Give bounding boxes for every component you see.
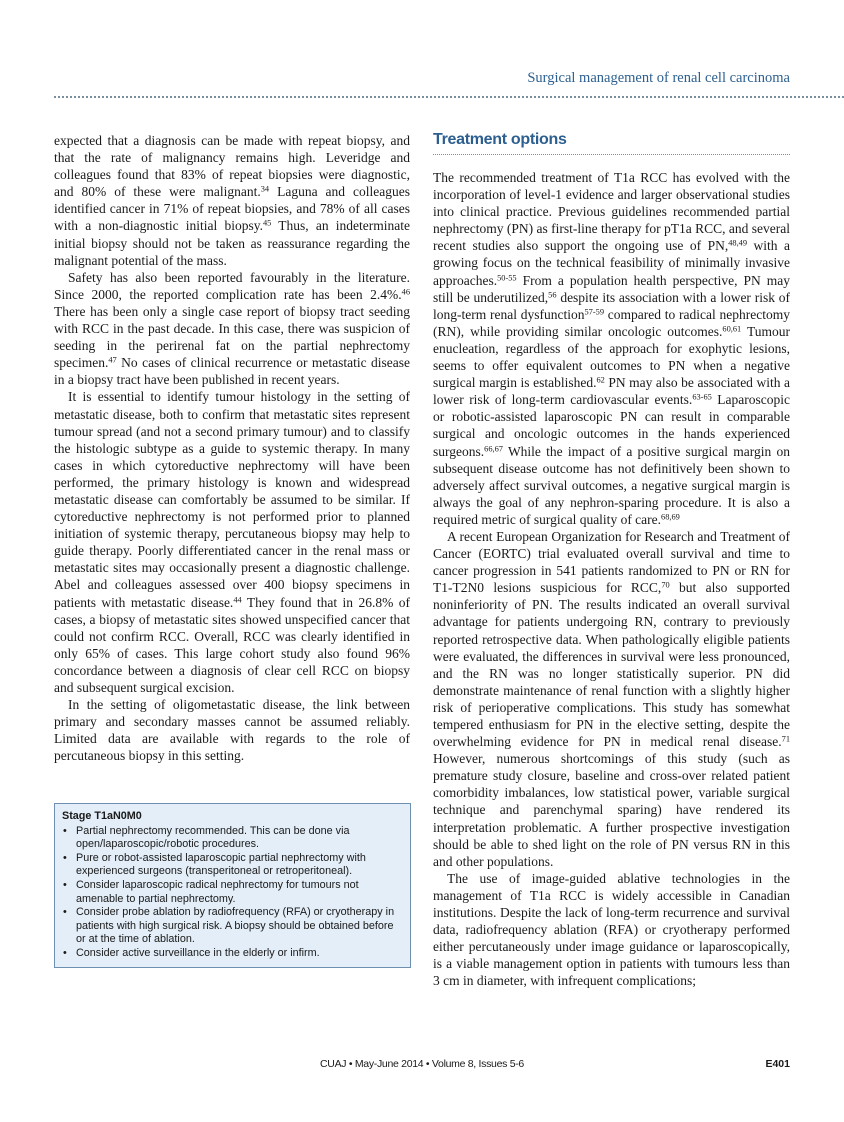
reference: 48,49 xyxy=(728,238,748,248)
list-item: • Consider probe ablation by radiofrequency (RFA) or cryotherapy in patients with high surgical risk. A biopsy should be obtained before or at the time of ablation. xyxy=(62,906,403,947)
paragraph: The use of image-guided ablative technologies in the management of T1a RCC is widely accessible in Canadian institutions. Despite the lack of long-term recurrence and survival data, radiofrequency ablation (RFA) or cryotherapy performed either percutaneously under image guidance or laparoscopically, is a viable management option in patients with tumours less than 3 cm in diameter, with infrequent complications; xyxy=(433,870,790,989)
reference: 47 xyxy=(108,355,117,365)
reference: 71 xyxy=(781,734,790,744)
reference: 56 xyxy=(548,290,557,300)
paragraph: Safety has also been reported favourably in the literature. Since 2000, the reported complication rate has been 2.4%.$^{46}$ There has been only a single case report of biopsy tract seeding with RCC in the past decade. In this case, there was suspicion of seeding in the perirenal fat on the partial nephrectomy specimen.$^{47}$ No cases of clinical recurrence or metastatic disease in a biopsy tract have been published in recent years. xyxy=(54,269,410,388)
reference: 50-55 xyxy=(497,272,517,282)
reference: 45 xyxy=(262,218,272,228)
journal-citation: CUAJ • May-June 2014 • Volume 8, Issues 5-6 xyxy=(320,1058,524,1070)
paragraph: The recommended treatment of T1a RCC has evolved with the incorporation of level-1 evidence and larger observational studies into clinical practice. Previous guidelines recommended partial nephrectomy (PN) as first-line therapy for pT1a RCC, and several recent studies also support the ongoing use of PN,$^{48,49}$ with a growing focus on the technical feasibility of minimally invasive approaches.$^{50-55}$ From a population health perspective, PN may still be underutilized,$^{56}$ despite its association with a lower risk of long-term renal dysfunction$^{57-59}$ compared to radical nephrectomy (RN), while providing similar oncologic outcomes.$^{60,61}$ Tumour enucleation, regardless of the approach for exophytic lesions, seems to offer equivalent outcomes to PN when a negative surgical margin is established.$^{62}$ PN may also be associated with a lower risk of long-term cardiovascular events.$^{63-65}$ Laparoscopic or robotic-assisted laparoscopic PN can result in comparable surgical and oncologic outcomes in the hands experienced surgeons.$^{66,67}$ While the impact of a positive surgical margin on subsequent disease outcome has not definitively been shown to adversely affect survival outcomes, a negative surgical margin is always the goal of any nephron-sparing procedure. It is also a required metric of surgical quality of care.$^{68,69}$ xyxy=(433,170,791,527)
stage-recommendation-box xyxy=(54,803,411,968)
left-column xyxy=(54,132,410,764)
paragraph: expected that a diagnosis can be made with repeat biopsy, and that the rate of malignancy remains high. Leveridge and colleagues found that 83% of repeat biopsies were diagnostic, and 80% of these were malignant.$^{34}$ Laguna and colleagues identified cancer in 71% of repeat biopsies, and 78% of all cases with a non-diagnostic initial biopsy.$^{45}$ Thus, an indeterminate initial biopsy should not be taken as reassurance regarding the malignant potential of the mass. xyxy=(54,133,410,268)
reference: 62 xyxy=(596,375,605,385)
reference: 63-65 xyxy=(692,392,712,402)
running-title: Surgical management of renal cell carcinoma xyxy=(527,70,790,86)
reference: 46 xyxy=(401,287,410,297)
reference: 66,67 xyxy=(484,443,503,453)
stage-box-title: Stage T1aN0M0 xyxy=(62,810,142,822)
right-column xyxy=(433,131,790,990)
header-rule xyxy=(54,96,844,98)
section-heading: Treatment options xyxy=(433,131,567,148)
paragraph: In the setting of oligometastatic disease, the link between primary and secondary masses cannot be assumed reliably. Limited data are available with regards to the role of percutaneous biopsy in this setting. xyxy=(54,697,410,764)
stage-box-list xyxy=(62,825,403,961)
reference: 60,61 xyxy=(722,324,742,334)
reference: 70 xyxy=(661,580,670,590)
paragraph: It is essential to identify tumour histology in the setting of metastatic disease, both to confirm that metastatic sites represent tumour spread (and not a second primary tumour) and to classify the histologic subtype as a guide to systemic therapy. In many cases in which cytoreductive nephrectomy will have been performed, the primary histology is known and widespread metastatic disease can comfortably be assumed to be similar. If cytoreductive nephrectomy is not performed prior to planned initiation of systemic therapy, percutaneous biopsy may help to guide therapy. Poorly differentiated cancer in the renal mass or metastatic sites may occasionally present a diagnostic challenge. Abel and colleagues assessed over 400 biopsy specimens in patients with metastatic disease.$^{44}$ They found that in 26.8% of cases, a biopsy of metastatic sites showed unspecified cancer that could not confirm RCC. Overall, RCC was clearly identified in only 65% of cases. This large cohort study also found 96% concordance between a diagnosis of clear cell RCC on biopsy and subsequent surgical excision. xyxy=(54,389,410,695)
list-item: • Consider active surveillance in the elderly or infirm. xyxy=(62,947,403,961)
section-rule xyxy=(433,154,790,155)
reference: 34 xyxy=(260,184,270,194)
reference: 68,69 xyxy=(661,512,680,522)
paragraph: A recent European Organization for Research and Treatment of Cancer (EORTC) trial evaluated overall survival and time to cancer progression in 541 patients randomized to PN or RN for T1-T2N0 lesions suspicious for RCC,$^{70}$ but also supported noninferiority of PN. The results indicated an overall survival advantage for patients undergoing RN, contrary to previously reported retrospective data. When pathologically eligible patients were evaluated, the differences in survival were less pronounced, and the RN was no longer statistically superior. PN did demonstrate maintenance of renal function with a slightly higher risk of perioperative complications. This study has somewhat tempered enthusiasm for PN in the elective setting, despite the overwhelming evidence for PN in medical renal disease.$^{71}$ However, numerous shortcomings of this study (such as premature study closure, baseline and cross-over related patient comorbidity imbalances, low statistical power, variable surgical technique and parenchymal sparing) have rendered its interpretation problematic. A further prospective investigation should be able to shed light on the role of PN versus RN in this and other populations. xyxy=(433,528,790,869)
reference: 57-59 xyxy=(584,307,605,317)
list-item: • Partial nephrectomy recommended. This can be done via open/laparoscopic/robotic procedures. xyxy=(62,825,403,852)
page-number: E401 xyxy=(765,1058,790,1070)
reference: 44 xyxy=(233,594,242,604)
list-item: • Pure or robot-assisted laparoscopic partial nephrectomy with experienced surgeons (transperitoneal or retroperitoneal). xyxy=(62,852,403,879)
list-item: • Consider laparoscopic radical nephrectomy for tumours not amenable to partial nephrectomy. xyxy=(62,879,403,906)
